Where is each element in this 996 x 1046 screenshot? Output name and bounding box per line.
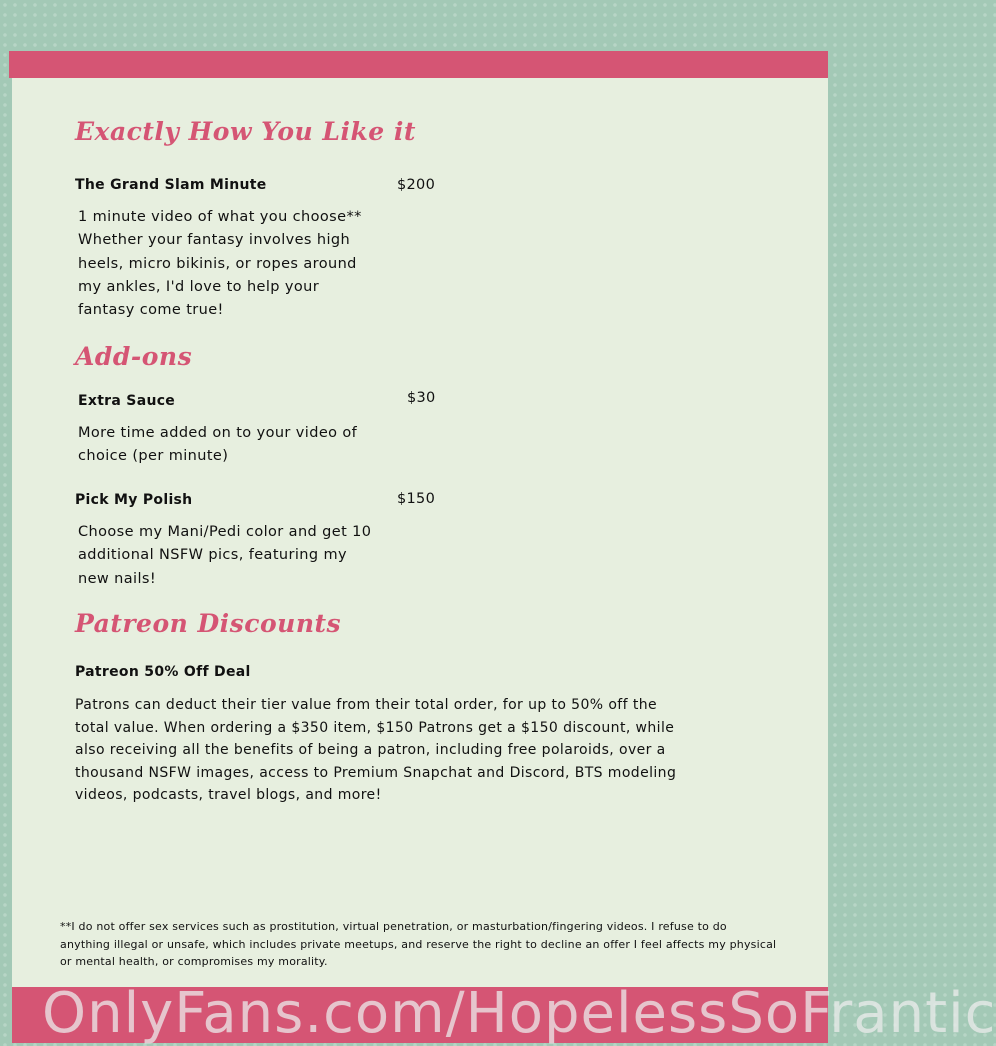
deal-description-patreon: Patrons can deduct their tier value from their total order, for up to 50% off the total value. When ordering a $350 item, $150 Patrons get a $150 discount, while also receiving all the benefits of being a patron, including free polaroids, over a thousand NSFW images, access to Premium Snapchat and Discord, BTS modeling videos, podcasts, travel blogs, and more! (75, 697, 677, 803)
item-price-grand-slam-minute: $200 (397, 177, 436, 193)
heading-add-ons: Add-ons (75, 342, 193, 371)
item-price-extra-sauce: $30 (407, 390, 436, 406)
item-title-extra-sauce: Extra Sauce (78, 393, 176, 409)
item-description-grand-slam-minute: 1 minute video of what you choose** Whether your fantasy involves high heels, micro bikinis, or ropes around my ankles, I'd love to help your fantasy come true! (78, 209, 362, 319)
item-description-pick-my-polish: Choose my Mani/Pedi color and get 10 additional NSFW pics, featuring my new nails! (78, 524, 372, 587)
watermark-text: OnlyFans.com/HopelessSoFrantic (42, 981, 996, 1046)
item-price-pick-my-polish: $150 (397, 491, 436, 507)
heading-exactly-how-you-like-it: Exactly How You Like it (75, 117, 416, 146)
disclaimer-footnote: **I do not offer sex services such as prostitution, virtual penetration, or masturbation/fingering videos. I refuse to do anything illegal or unsafe, which includes private meetups, and reserve the right to decline an offer I feel affects my physical or mental health, or compromises my morality. (60, 920, 777, 968)
top-accent-band (9, 51, 828, 78)
item-title-pick-my-polish: Pick My Polish (75, 492, 193, 508)
bottom-accent-band (12, 981, 996, 1046)
item-title-grand-slam-minute: The Grand Slam Minute (75, 177, 267, 193)
heading-patreon-discounts: Patreon Discounts (75, 609, 342, 638)
deal-title-patreon: Patreon 50% Off Deal (75, 664, 251, 680)
item-description-extra-sauce: More time added on to your video of choice (per minute) (78, 425, 358, 465)
